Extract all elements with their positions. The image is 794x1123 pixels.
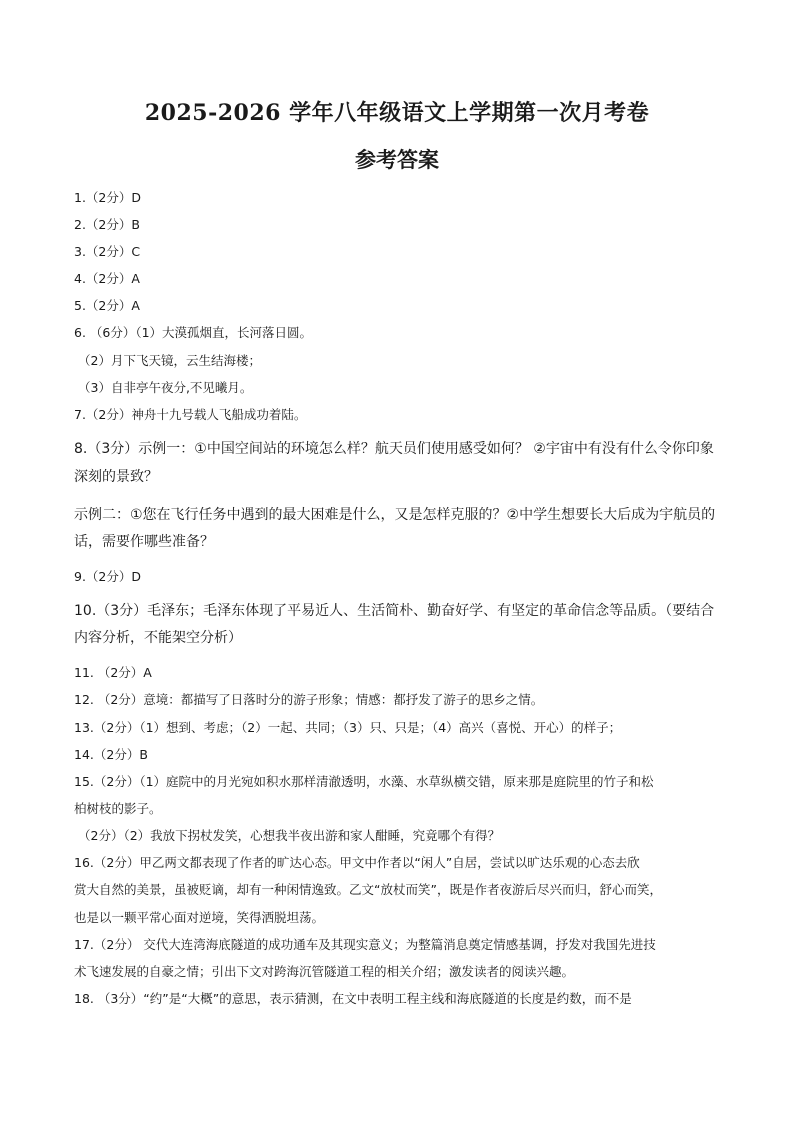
answer-line: 柏树枝的影子。 xyxy=(74,801,162,816)
answer-line: 12. （2分）意境：都描写了日落时分的游子形象；情感：都抒发了游子的思乡之情。 xyxy=(74,692,544,707)
answer-line: 深刻的景致？ xyxy=(74,469,158,485)
page-subtitle: 参考答案 xyxy=(355,148,439,172)
answer-line: （3）自非亭午夜分,不见曦月。 xyxy=(78,380,253,395)
answer-line: 4.（2分）A xyxy=(74,271,140,286)
answer-line: 11. （2分）A xyxy=(74,665,152,680)
answer-line: 17.（2分） 交代大连湾海底隧道的成功通车及其现实意义；为整篇消息奠定情感基调，抒发对我国先进技 xyxy=(74,937,656,952)
answer-line: （2分）（2）我放下拐杖发笑，心想我半夜出游和家人酣睡，究竟哪个有得？ xyxy=(78,828,501,843)
answer-line: 赏大自然的美景，虽被贬谪，却有一种闲情逸致。乙文“放杖而笑”，既是作者夜游后尽兴而归，舒心而笑， xyxy=(74,882,662,897)
answer-line: 13.（2分）（1）想到、考虑；（2）一起、共同；（3）只、只是；（4）高兴（喜悦、开心）的样子； xyxy=(74,720,622,735)
answer-line: 内容分析，不能架空分析） xyxy=(74,630,242,646)
answer-line: 16.（2分）甲乙两文都表现了作者的旷达心态。甲文中作者以“闲人”自居，尝试以旷达乐观的心态去欣 xyxy=(74,855,640,870)
answer-line: 也是以一颗平常心面对逆境，笑得洒脱坦荡。 xyxy=(74,910,325,925)
answer-line: （2）月下飞天镜，云生结海楼； xyxy=(78,353,261,368)
page-title: 2025-2026 学年八年级语文上学期第一次月考卷 xyxy=(144,100,650,126)
answer-line: 9.（2分）D xyxy=(74,569,142,584)
answer-line: 15.（2分）（1）庭院中的月光宛如积水那样清澈透明，水藻、水草纵横交错，原来那是庭院里的竹子和松 xyxy=(74,774,654,789)
answer-line: 话，需要作哪些准备？ xyxy=(74,534,214,550)
answer-line: 3.（2分）C xyxy=(74,244,141,259)
answer-line: 示例二：①您在飞行任务中遇到的最大困难是什么，又是怎样克服的？②中学生想要长大后成为宇航员的 xyxy=(74,507,716,523)
answer-line: 10.（3分）毛泽东；毛泽东体现了平易近人、生活简朴、勤奋好学、有坚定的革命信念等品质。（要结合 xyxy=(74,603,715,619)
answer-line: 5.（2分）A xyxy=(74,298,140,313)
answer-line: 术飞速发展的自豪之情；引出下文对跨海沉管隧道工程的相关介绍；激发读者的阅读兴趣。 xyxy=(74,964,575,979)
answer-line: 14.（2分）B xyxy=(74,747,148,762)
answer-line: 7.（2分）神舟十九号载人飞船成功着陆。 xyxy=(74,407,307,422)
answer-line: 8.（3分）示例一：①中国空间站的环境怎么样？航天员们使用感受如何？ ②宇宙中有没有什么令你印象 xyxy=(74,441,714,457)
answer-line: 6. （6分）（1）大漠孤烟直，长河落日圆。 xyxy=(74,325,313,340)
answer-line: 2.（2分）B xyxy=(74,217,140,232)
answer-line: 1.（2分）D xyxy=(74,190,142,205)
answer-line: 18. （3分）“约”是“大概”的意思，表示猜测，在文中表明工程主线和海底隧道的长度是约数，而不是 xyxy=(74,991,632,1006)
